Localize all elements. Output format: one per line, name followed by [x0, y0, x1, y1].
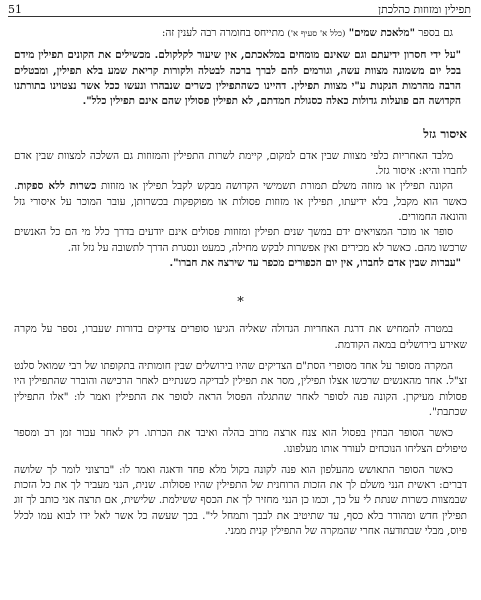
- block-quote: "על ידי חסרון ידיעתם וגם שאינם מומחים במלאכתם, אין שיעור לקלקולם. מכשילים את הקונים תפילין מידם בכל יום משמונה מצוות עשה, וגורמים להם לברך ברכה לבטלה ולקורות קריאת שמע בלא תפילין, ומבטלים הרבה מהרמות הנקנות ע"י מצוות תפילין. דהיינו כשהתפילין כשרים שנבהרו ונעשו ככל אשר נצטוינו בתורתנו הקדושה הם פועלות גדולות כאלה כסגולת חמדתם, לא תפילין פסולין שהם אינם תפילין כלל".: [14, 49, 461, 108]
- paragraph: כאשר הסופר התאושש מהעלפון הוא פנה לקונה בקול מלא פחד ודאגה ואמר לו: "ברצוני לומר לך שלושה דברים: ראשית הנני משלם לך את הזכות הרוחנית של התפילין שהיו פסולות. שנית, הנני מעביר לך את כל הזכות שבמצוות כשרות שנתת לי על כך, וכמו כן הנני מחזיר לך את הכסף ששילמת. שלישית, אם תרצה אני כותב לך זוג תפילין חדש ומהודר בלא כסף, עד שתיטיב את לבבך ותמחל לי". בכך שעשה כל אשר לאל ידו לבוא עמו לכלל פיוס, מבלי שבתודעה אחרי שהמקרה של התפילין קנית ממני.: [14, 463, 467, 538]
- page-number: 51: [8, 3, 22, 16]
- paragraph: [14, 179, 467, 225]
- emphasis-text: כשרות ללא ספקות: [17, 180, 97, 193]
- intro-text: גם בספר: [415, 27, 453, 39]
- block-quote: "עברות שבין אדם לחברו, אין יום הכפורים מכפר עד שירצה את חברו".: [169, 256, 461, 269]
- book-reference: (כלל א' סעיף א'): [287, 29, 346, 39]
- section-separator: *: [237, 295, 244, 311]
- paragraph: כאשר הסופר הבחין בפסול הוא צנח ארצה מרוב בהלה ואיבד את הכרתו. רק לאחר עבור זמן רב ומספר טיפולים הצליחו הנוכחים לעורר אותו מעלפונו.: [14, 427, 467, 455]
- running-title: תפילין ומזוזות כהלכתן: [378, 3, 471, 16]
- paragraph-text: . כאשר הוא מקבל, בלא ידיעתו, תפילין או מזוזות פסולות או מפוקפקות בכשרותן, עובר המוכר על איסורי גזל והונאה החמורים.: [14, 180, 467, 223]
- book-title: "מלאכת שמים": [348, 27, 415, 39]
- paragraph: המקרה מסופר על אחד מסופרי הסת"ם הצדיקים שהיו בירושלים שבין חומותיה בתקופתו של רבי שמואל סלנט זצ"ל. אחד מהאנשים שרכשו אצלו תפילין, מסר את תפילין לבדיקה כשנתיים לאחר הרכישה והוברר שהתפילין היו פסולות מעיקרן. הקונה פנה לסופר לאחר שהתגלה הפסול הראה לסופר את התפילין ואמר לו: "אלו התפילין שכתבת".: [14, 360, 467, 418]
- intro-end-text: מתייחס בחומרה רבה לענין זה:: [161, 27, 288, 39]
- paragraph: מלבד האחריות כלפי מצוות שבין אדם למקום, קיימת לשרות התפילין והמזוזות גם השלכה למצוות שבין אדם לחברו והיא: איסור גזל.: [14, 149, 467, 178]
- page-header: [8, 2, 471, 17]
- section-heading: איסור גזל: [423, 127, 467, 142]
- paragraph-text: הקונה תפילין או מזוזה משלם תמורת תשמישי הקדושה מבקש לקבל תפילין או מזוזות: [96, 180, 454, 193]
- paragraph: סופר או מוכר המצויאים ידם במשך שנים תפילין ומזוזות פסולים אינם יודעים בדרך כלל מי הם כל האנשים שרכשו מהם. כאשר לא מכירים ואין אפשרות לבקש מחילה, כמעט ונסגרת הדרך לתשובה על גזל זה.: [14, 226, 467, 254]
- paragraph: במטרה להמחיש את דרגת האחריות הגדולה שאליה הגיעו סופרים צדיקים בדורות שעברו, נספר על מקרה שאירע בירושלים במאה הקודמת.: [14, 323, 467, 351]
- body-text: [14, 26, 467, 539]
- intro-paragraph: [14, 26, 467, 42]
